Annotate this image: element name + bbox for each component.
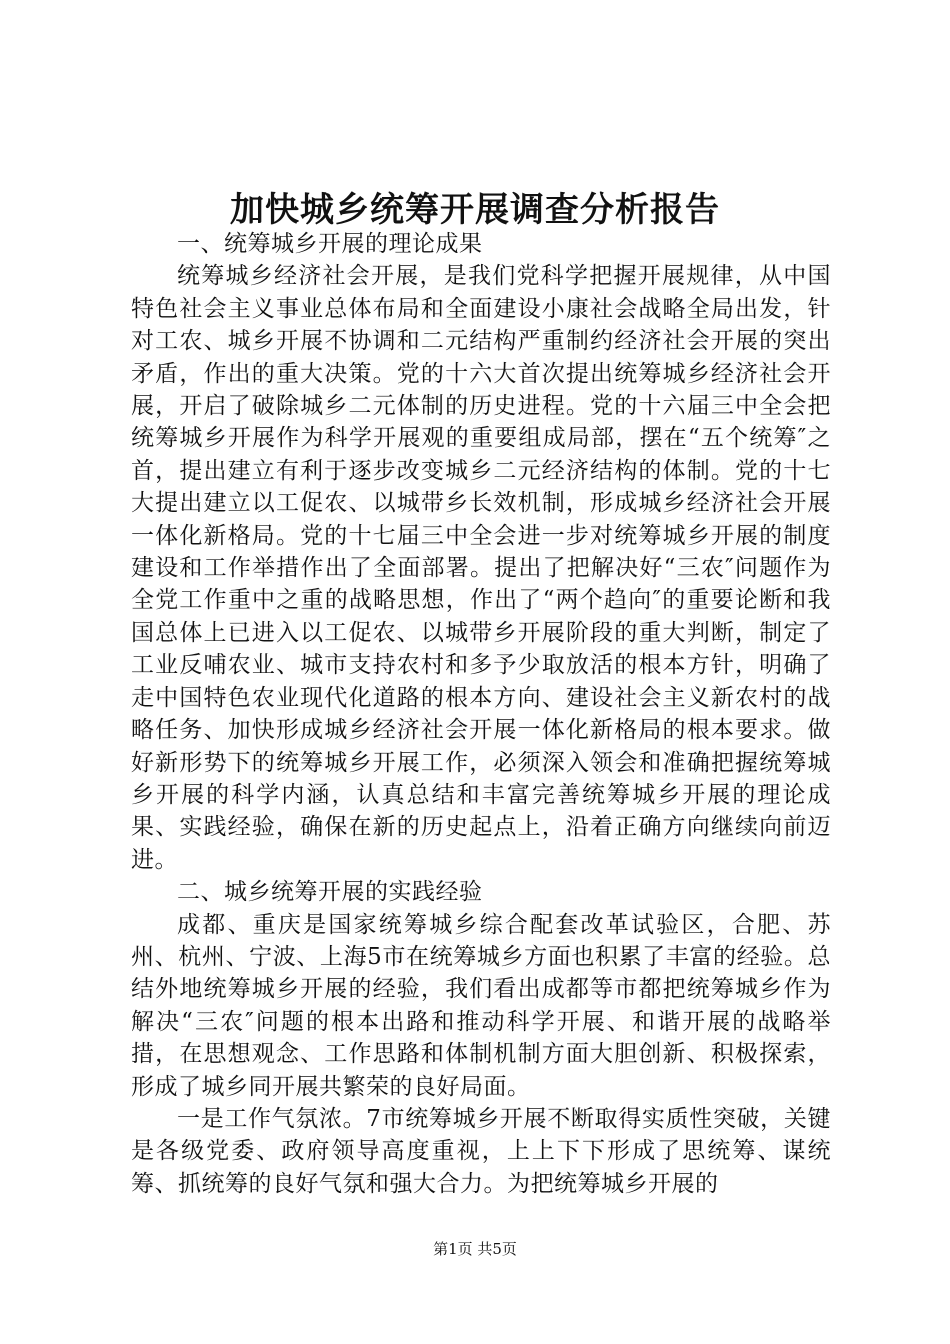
page-footer: 第1页 共5页 [433,1240,517,1258]
paragraph: 一是工作气氛浓。7市统筹城乡开展不断取得实质性突破，关键是各级党委、政府领导高度重视，上上下下形成了思统筹、谋统筹、抓统筹的良好气氛和强大合力。为把统筹城乡开展的 [131,1105,831,1197]
paragraph: 成都、重庆是国家统筹城乡综合配套改革试验区，合肥、苏州、杭州、宁波、上海5市在统筹城乡方面也积累了丰富的经验。总结外地统筹城乡开展的经验，我们看出成都等市都把统筹城乡作为解决“三农″问题的根本出路和推动科学开展、和谐开展的战略举措，在思想观念、工作思路和体制机制方面大胆创新、积极探索，形成了城乡同开展共繁荣的良好局面。 [131,911,831,1100]
paragraph: 统筹城乡经济社会开展，是我们党科学把握开展规律，从中国特色社会主义事业总体布局和全面建设小康社会战略全局出发，针对工农、城乡开展不协调和二元结构严重制约经济社会开展的突出矛盾，作出的重大决策。党的十六大首次提出统筹城乡经济社会开展，开启了破除城乡二元体制的历史进程。党的十六届三中全会把统筹城乡开展作为科学开展观的重要组成局部，摆在“五个统筹″之首，提出建立有利于逐步改变城乡二元经济结构的体制。党的十七大提出建立以工促农、以城带乡长效机制，形成城乡经济社会开展一体化新格局。党的十七届三中全会进一步对统筹城乡开展的制度建设和工作举措作出了全面部署。提出了把解决好“三农″问题作为全党工作重中之重的战略思想，作出了“两个趋向″的重要论断和我国总体上已进入以工促农、以城带乡开展阶段的重大判断，制定了工业反哺农业、城市支持农村和多予少取放活的根本方针，明确了走中国特色农业现代化道路的根本方向、建设社会主义新农村的战略任务、加快形成城乡经济社会开展一体化新格局的根本要求。做好新形势下的统筹城乡开展工作，必须深入领会和准确把握统筹城乡开展的科学内涵，认真总结和丰富完善统筹城乡开展的理论成果、实践经验，确保在新的历史起点上，沿着正确方向继续向前迈进。 [131,263,831,873]
document-title: 加快城乡统筹开展调查分析报告 [230,190,720,230]
section-heading: 二、城乡统筹开展的实践经验 [177,879,483,906]
section-heading: 一、统筹城乡开展的理论成果 [177,231,483,257]
document-body [131,228,831,1200]
